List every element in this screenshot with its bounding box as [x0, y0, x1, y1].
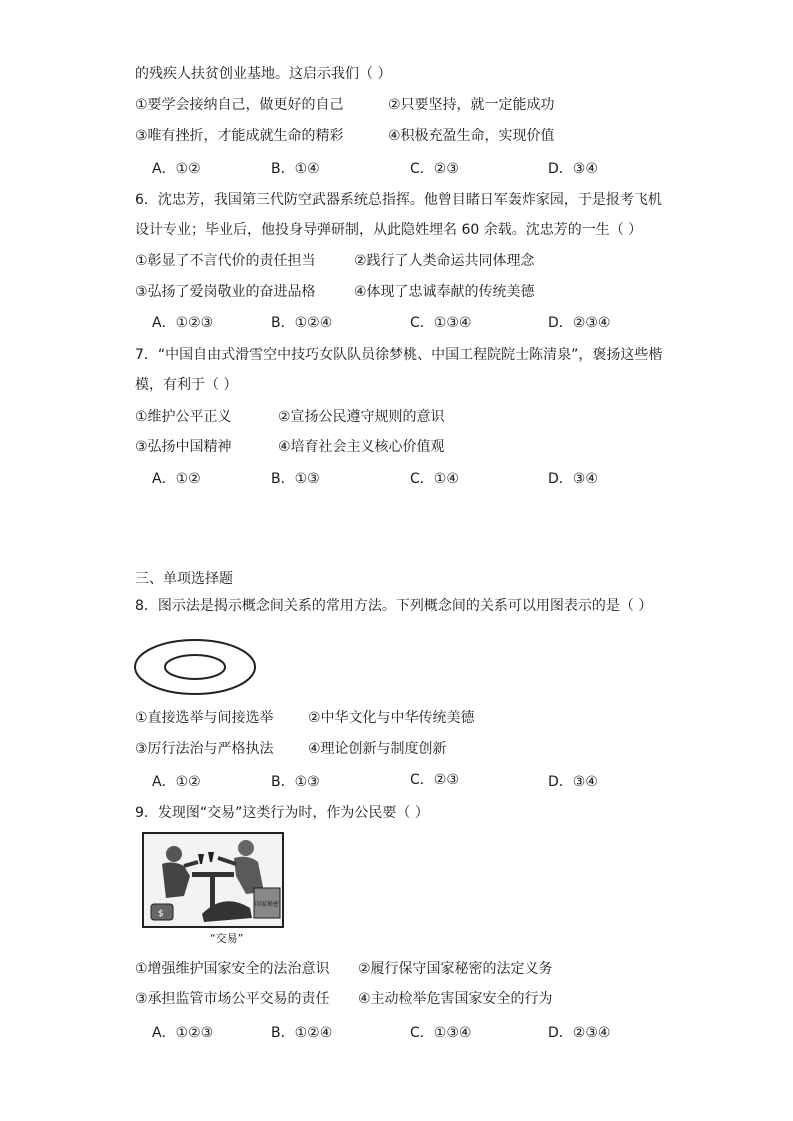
nested-ellipses-diagram: [133, 637, 257, 697]
q8-item-4: ④理论创新与制度创新: [308, 741, 447, 757]
q5-item-2: ②只要坚持，就一定能成功: [388, 97, 555, 113]
q9-choice-b[interactable]: B．①②④: [271, 1025, 333, 1041]
q7-choice-a[interactable]: A．①②: [152, 471, 201, 487]
left-figure-head: [166, 846, 182, 862]
q7-choice-d[interactable]: D．③④: [548, 471, 598, 487]
table-top: [192, 872, 234, 877]
q8-item-2: ②中华文化与中华传统美德: [308, 710, 475, 726]
q7-stem-line-2: 模，有利于（ ）: [135, 377, 238, 393]
q9-stem: 9．发现图“交易”这类行为时，作为公民要（ ）: [135, 805, 429, 821]
q6-item-1: ①彰显了不言代价的责任担当: [135, 253, 316, 269]
q6-choice-b[interactable]: B．①②④: [271, 315, 333, 331]
q7-stem-line-1: 7．“中国自由式滑雪空中技巧女队队员徐梦桃、中国工程院院士陈清泉”，褒扬这些楷: [135, 347, 663, 363]
q8-choice-c[interactable]: C．②③: [410, 772, 459, 788]
q6-item-2: ②践行了人类命运共同体理念: [354, 253, 535, 269]
q7-item-2: ②宣扬公民遵守规则的意识: [278, 409, 445, 425]
right-figure-head: [238, 840, 254, 856]
q6-item-4: ④体现了忠诚奉献的传统美德: [354, 284, 535, 300]
q5-item-3: ③唯有挫折，才能成就生命的精彩: [135, 128, 344, 144]
q5-choice-c[interactable]: C．②③: [410, 161, 459, 177]
q6-choice-c[interactable]: C．①③④: [410, 315, 472, 331]
secret-box-label: 国家秘密: [255, 901, 280, 908]
q7-item-3: ③弘扬中国精神: [135, 439, 232, 455]
q5-item-4: ④积极充盈生命，实现价值: [388, 128, 555, 144]
q9-item-2: ②履行保守国家秘密的法定义务: [358, 961, 553, 977]
q8-choice-b[interactable]: B．①③: [271, 774, 320, 790]
trade-cartoon: [142, 832, 284, 928]
q9-choice-d[interactable]: D．②③④: [548, 1025, 611, 1041]
q9-item-3: ③承担监管市场公平交易的责任: [135, 991, 330, 1007]
q5-choice-a[interactable]: A．①②: [152, 161, 201, 177]
q9-item-4: ④主动检举危害国家安全的行为: [358, 991, 553, 1007]
q8-choice-a[interactable]: A．①②: [152, 774, 201, 790]
q5-item-1: ①要学会接纳自己，做更好的自己: [135, 97, 344, 113]
q7-choice-b[interactable]: B．①③: [271, 471, 320, 487]
q8-choice-d[interactable]: D．③④: [548, 774, 598, 790]
q6-item-3: ③弘扬了爱岗敬业的奋进品格: [135, 284, 316, 300]
q7-item-4: ④培育社会主义核心价值观: [278, 439, 445, 455]
q7-item-1: ①维护公平正义: [135, 409, 232, 425]
q6-choice-a[interactable]: A．①②③: [152, 315, 214, 331]
money-bag-symbol: $: [158, 909, 164, 919]
inner-ellipse: [165, 655, 225, 679]
q9-choice-a[interactable]: A．①②③: [152, 1025, 214, 1041]
outer-ellipse: [135, 640, 255, 694]
q9-item-1: ①增强维护国家安全的法治意识: [135, 961, 330, 977]
q9-choice-c[interactable]: C．①③④: [410, 1025, 472, 1041]
q5-choice-d[interactable]: D．③④: [548, 161, 598, 177]
cartoon-caption: “交易”: [210, 932, 244, 945]
q6-stem-line-2: 设计专业；毕业后，他投身导弹研制，从此隐姓埋名 60 余载。沈忠芳的一生（ ）: [135, 222, 643, 238]
q8-item-3: ③厉行法治与严格执法: [135, 741, 274, 757]
q8-stem: 8．图示法是揭示概念间关系的常用方法。下列概念间的关系可以用图表示的是（ ）: [135, 598, 653, 614]
q6-choice-d[interactable]: D．②③④: [548, 315, 611, 331]
q6-stem-line-1: 6．沈忠芳，我国第三代防空武器系统总指挥。他曾目睹日军轰炸家园，于是报考飞机: [135, 192, 662, 208]
q5-stem-end: 的残疾人扶贫创业基地。这启示我们（ ）: [135, 66, 392, 82]
section-heading: 三、单项选择题: [135, 571, 233, 587]
q8-item-1: ①直接选举与间接选举: [135, 710, 274, 726]
q5-choice-b[interactable]: B．①④: [271, 161, 320, 177]
q7-choice-c[interactable]: C．①④: [410, 471, 459, 487]
